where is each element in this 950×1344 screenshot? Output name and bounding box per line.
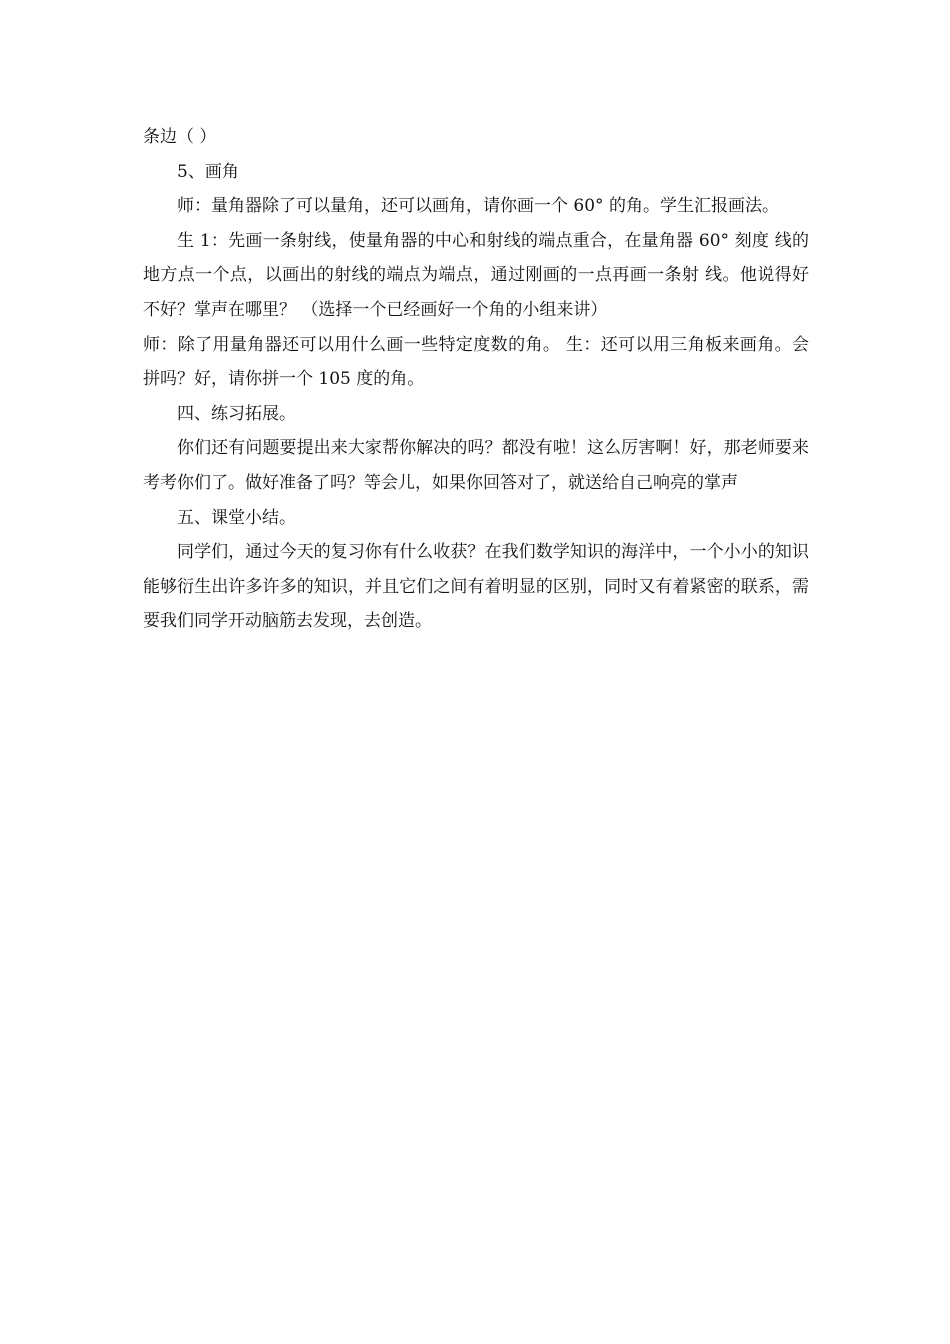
- section-heading-practice: 四、练习拓展。: [177, 403, 296, 424]
- section-heading-summary: 五、课堂小结。: [177, 507, 296, 528]
- paragraph-edge-continuation: 条边（ ）: [143, 127, 217, 147]
- paragraph-teacher-draw-60: 师：量角器除了可以量角，还可以画角，请你画一个 60° 的角。学生汇报画法。: [177, 196, 779, 217]
- section-heading-draw-angle: 5、画角: [177, 161, 239, 182]
- paragraph-summary: 同学们，通过今天的复习你有什么收获？在我们数学知识的海洋中，一个小小的知识能够衍生出许多许多的知识，并且它们之间有着明显的区别，同时又有着紧密的联系，需要我们同学开动脑筋去发现，去创造。: [143, 542, 809, 632]
- paragraph-teacher-triangle: 师：除了用量角器还可以用什么画一些特定度数的角。 生：还可以用三角板来画角。会拼吗？好，请你拼一个 105 度的角。: [143, 334, 809, 390]
- document-body: [143, 120, 809, 639]
- paragraph-practice: 你们还有问题要提出来大家帮你解决的吗？都没有啦！这么厉害啊！好，那老师要来考考你们了。做好准备了吗？等会儿，如果你回答对了，就送给自己响亮的掌声: [143, 438, 809, 493]
- paragraph-student-method: 生 1：先画一条射线，使量角器的中心和射线的端点重合，在量角器 60° 刻度 线的地方点一个点，以画出的射线的端点为端点，通过刚画的一点再画一条射 线。他说得好不好？掌声在哪里？ （选择一个已经画好一个角的小组来讲）: [143, 230, 809, 320]
